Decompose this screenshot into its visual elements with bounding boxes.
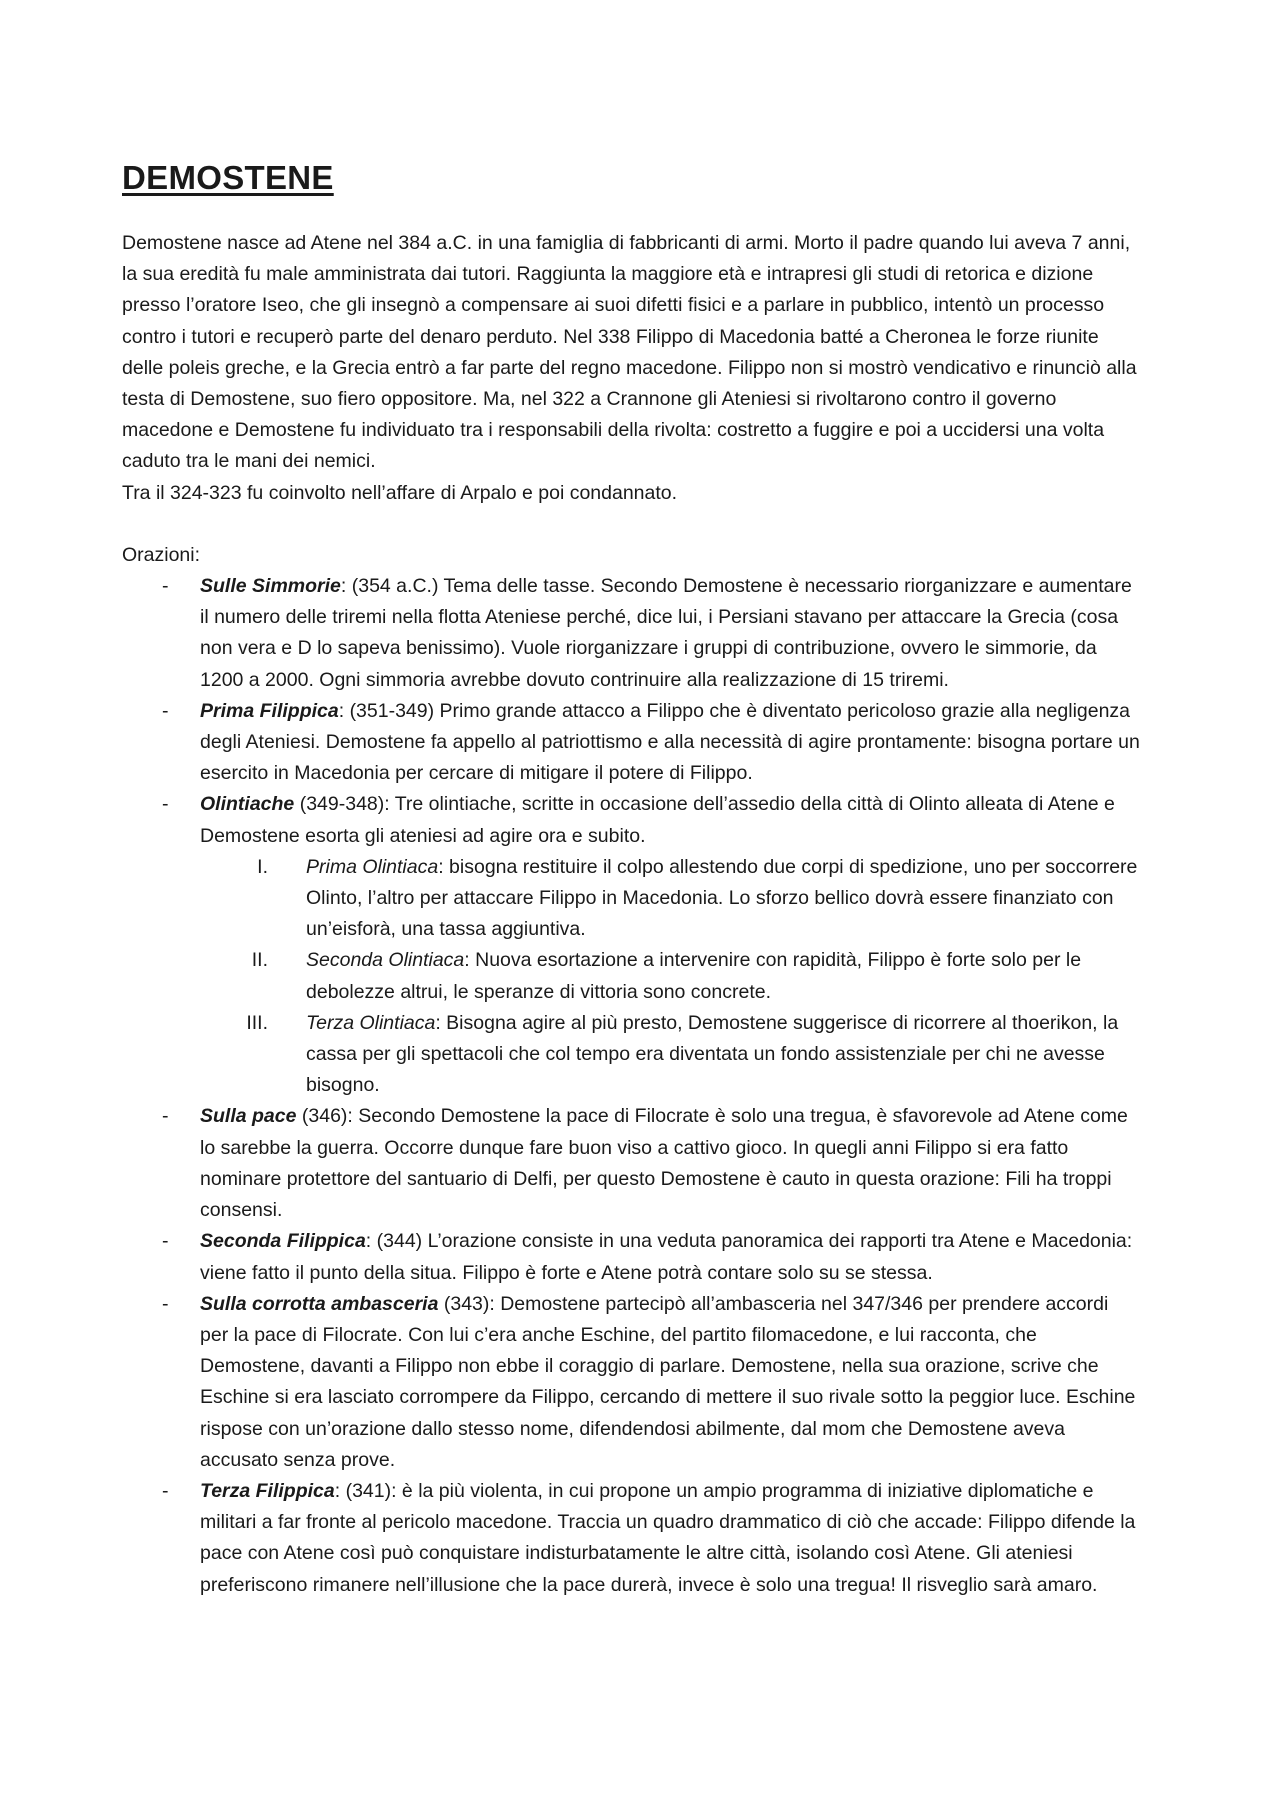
oration-name: Seconda Filippica	[200, 1230, 366, 1253]
oration-sep: :	[334, 1479, 346, 1502]
orations-heading: Orazioni:	[122, 543, 201, 566]
oration-sep: :	[365, 1230, 377, 1253]
list-item	[122, 789, 1140, 1101]
list-item	[122, 696, 1140, 790]
list-item	[122, 1101, 1140, 1226]
oration-text: (346): Secondo Demostene la pace di Filocrate è solo una tregua, è sfavorevole ad Atene come lo sarebbe la guerra. Occorre dunque fare buon viso a cattivo gioco. In quegli anni Filippo si era fatto nominare protettore del santuario di Delfi, per questo Demostene è cauto in questa orazione: Fili ha troppi consensi.	[200, 1105, 1128, 1222]
olintiaca-name: Seconda Olintiaca	[306, 949, 465, 972]
roman-numeral: III.	[246, 1011, 268, 1034]
oration-text: (344) L’orazione consiste in una veduta panoramica dei rapporti tra Atene e Macedonia: viene fatto il punto della situa. Filippo è forte e Atene potrà contare solo su se stessa.	[200, 1230, 1133, 1284]
list-item	[122, 1289, 1140, 1476]
olintiaca-name: Prima Olintiaca	[306, 855, 439, 878]
orations-list	[122, 571, 1140, 1601]
biography	[122, 228, 1140, 509]
sublist-item	[200, 852, 1140, 946]
bio-paragraph: Tra il 324-323 fu coinvolto nell’affare di Arpalo e poi condannato.	[122, 481, 678, 504]
list-item	[122, 1476, 1140, 1601]
olintiache-sublist	[200, 852, 1140, 1102]
oration-name: Sulla corrotta ambasceria	[200, 1292, 439, 1315]
roman-numeral: I.	[257, 855, 268, 878]
oration-text: (343): Demostene partecipò all’ambasceria nel 347/346 per prendere accordi per la pace di Filocrate. Con lui c’era anche Eschine, del partito filomacedone, e lui racconta, che Demostene, davanti a Filippo non ebbe il coraggio di parlare. Demostene, nella sua orazione, scrive che Eschine si era lasciato corrompere da Filippo, cercando di mettere il suo rivale sotto la peggior luce. Eschine rispose con un’orazione dallo stesso nome, difendendosi abilmente, dal mom che Demostene aveva accusato senza prove.	[200, 1292, 1136, 1471]
olintiaca-text: : bisogna restituire il colpo allestendo due corpi di spedizione, uno per soccorrere Olinto, l’altro per attaccare Filippo in Macedonia. Lo sforzo bellico dovrà essere finanziato con un’eisforà, una tassa aggiuntiva.	[306, 855, 1138, 941]
oration-name: Olintiache	[200, 793, 295, 816]
bio-paragraph: Demostene nasce ad Atene nel 384 a.C. in una famiglia di fabbricanti di armi. Morto il padre quando lui aveva 7 anni, la sua eredità fu male amministrata dai tutori. Raggiunta la maggiore età e intrapresi gli studi di retorica e dizione presso l’oratore Iseo, che gli insegnò a compensare ai suoi difetti fisici e a parlare in pubblico, intentò un processo contro i tutori e recuperò parte del denaro perduto. Nel 338 Filippo di Macedonia batté a Cheronea le forze riunite delle poleis greche, e la Grecia entrò a far parte del regno macedone. Filippo non si mostrò vendicativo e rinunciò alla testa di Demostene, suo fiero oppositore. Ma, nel 322 a Crannone gli Ateniesi si rivoltarono contro il governo macedone e Demostene fu individuato tra i responsabili della rivolta: costretto a fuggire e poi a uccidersi una volta caduto tra le mani dei nemici.	[122, 232, 1137, 473]
oration-name: Prima Filippica	[200, 699, 339, 722]
olintiaca-name: Terza Olintiaca	[306, 1011, 436, 1034]
sublist-item	[200, 945, 1140, 1007]
page-title: DEMOSTENE	[122, 159, 334, 196]
oration-sep: :	[338, 699, 350, 722]
oration-text: (341): è la più violenta, in cui propone un ampio programma di iniziative diplomatiche e militari a far fronte al pericolo macedone. Traccia un quadro drammatico di ciò che accade: Filippo difende la pace con Atene così può conquistare indisturbatamente le altre città, isolando così Atene. Gli ateniesi preferiscono rimanere nell’illusione che la pace durerà, invece è solo una tregua! Il risveglio sarà amaro.	[200, 1479, 1136, 1596]
roman-numeral: II.	[251, 949, 268, 972]
oration-sep: :	[340, 575, 352, 598]
olintiaca-text: : Nuova esortazione a intervenire con rapidità, Filippo è forte solo per le debolezze altrui, le speranze di vittoria sono concrete.	[306, 949, 1082, 1003]
oration-text: (349-348): Tre olintiache, scritte in occasione dell’assedio della città di Olinto alleata di Atene e Demostene esorta gli ateniesi ad agire ora e subito.	[200, 793, 1115, 847]
oration-text: (354 a.C.) Tema delle tasse. Secondo Demostene è necessario riorganizzare e aumentare il numero delle triremi nella flotta Ateniese perché, dice lui, i Persiani stavano per attaccare la Grecia (cosa non vera e D lo sapeva benissimo). Vuole riorganizzare i gruppi di contribuzione, ovvero le simmorie, da 1200 a 2000. Ogni simmoria avrebbe dovuto contrinuire alla realizzazione di 15 triremi.	[200, 575, 1132, 691]
oration-name: Sulle Simmorie	[200, 575, 341, 598]
list-item	[122, 571, 1140, 696]
sublist-item	[200, 1008, 1140, 1102]
oration-text: (351-349) Primo grande attacco a Filippo che è diventato pericoloso grazie alla negligenza degli Ateniesi. Demostene fa appello al patriottismo e alla necessità di agire prontamente: bisogna portare un esercito in Macedonia per cercare di mitigare il potere di Filippo.	[200, 699, 1140, 785]
list-item	[122, 1226, 1140, 1288]
oration-name: Sulla pace	[200, 1105, 297, 1128]
olintiaca-text: : Bisogna agire al più presto, Demostene suggerisce di ricorrere al thoerikon, la cassa per gli spettacoli che col tempo era diventata un fondo assistenziale per chi ne avesse bisogno.	[306, 1011, 1119, 1097]
oration-name: Terza Filippica	[200, 1479, 335, 1502]
